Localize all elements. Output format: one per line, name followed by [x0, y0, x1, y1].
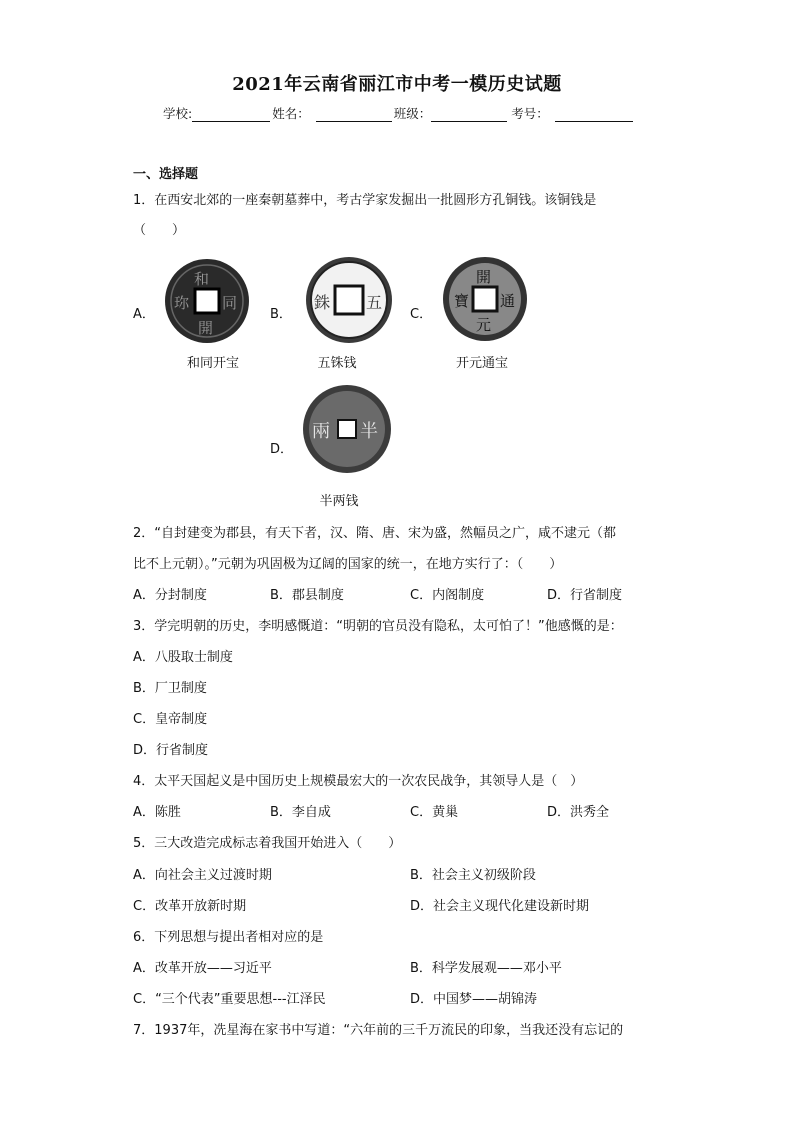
school-blank[interactable]: [192, 107, 270, 122]
q2-option-c[interactable]: C．内阁制度: [410, 588, 485, 603]
q6-option-a[interactable]: A．改革开放——习近平: [133, 961, 272, 976]
q2-stem: 2．“自封建变为郡县，有天下者，汉、隋、唐、宋为盛，然幅员之广，咸不逮元（都: [133, 526, 617, 541]
q4-option-a[interactable]: A．陈胜: [133, 805, 181, 820]
q1-option-b-caption: 五铢钱: [317, 356, 357, 371]
svg-text:半: 半: [360, 421, 378, 442]
svg-text:兩: 兩: [312, 421, 330, 442]
q1-option-c-letter: C．: [410, 307, 433, 322]
q1-option-d-caption: 半两钱: [319, 494, 359, 509]
school-label: 学校:: [163, 106, 193, 121]
q1-stem-cont: （ ）: [133, 223, 186, 238]
q6-stem: 6．下列思想与提出者相对应的是: [133, 930, 324, 945]
svg-text:同: 同: [222, 294, 238, 312]
svg-text:通: 通: [500, 292, 516, 310]
q3-option-b[interactable]: B．厂卫制度: [133, 681, 207, 696]
q6-option-b[interactable]: B．科学发展观——邓小平: [410, 961, 562, 976]
svg-text:五: 五: [366, 293, 383, 312]
q6-option-d[interactable]: D．中国梦——胡锦涛: [410, 992, 538, 1007]
q1-option-b-letter: B．: [270, 307, 292, 322]
q2-option-d[interactable]: D．行省制度: [547, 588, 623, 603]
q5-option-b[interactable]: B．社会主义初级阶段: [410, 868, 536, 883]
coin-hetong-kaibao-image: [164, 258, 250, 344]
q1-option-a-letter: A．: [133, 307, 155, 322]
coin-kaiyuan-tongbao-image: [442, 256, 528, 342]
q3-stem: 3．学完明朝的历史，李明感慨道：“明朝的官员没有隐私，太可怕了！”他感慨的是：: [133, 619, 623, 634]
coin-banliang-image: [302, 384, 392, 474]
q5-option-d[interactable]: D．社会主义现代化建设新时期: [410, 899, 590, 914]
q2-option-b[interactable]: B．郡县制度: [270, 588, 344, 603]
student-info-line: [163, 104, 635, 122]
class-label: 班级：: [393, 106, 432, 121]
svg-text:銖: 銖: [314, 293, 331, 312]
q3-option-d[interactable]: D．行省制度: [133, 743, 209, 758]
q1-option-a-caption: 和同开宝: [186, 356, 239, 371]
svg-text:開: 開: [198, 319, 214, 337]
section-heading: 一、选择题: [133, 167, 199, 182]
coin-wuzhu-image: [305, 256, 393, 344]
q1-option-d-letter: D．: [270, 442, 294, 457]
svg-text:開: 開: [476, 268, 492, 286]
q4-option-d[interactable]: D．洪秀全: [547, 805, 610, 820]
number-blank[interactable]: [555, 107, 633, 122]
q5-option-c[interactable]: C．改革开放新时期: [133, 899, 247, 914]
class-blank[interactable]: [431, 107, 507, 122]
q5-stem: 5．三大改造完成标志着我国开始进入（ ）: [133, 836, 402, 851]
q4-option-b[interactable]: B．李自成: [270, 805, 331, 820]
q1-stem: 1．在西安北郊的一座秦朝墓葬中，考古学家发掘出一批圆形方孔铜钱。该铜钱是: [133, 193, 597, 208]
q1-option-c-caption: 开元通宝: [455, 356, 508, 371]
q2-stem-cont: 比不上元朝）。”元朝为巩固极为辽阔的国家的统一，在地方实行了：（ ）: [133, 557, 563, 572]
name-label: 姓名：: [272, 106, 310, 121]
name-blank[interactable]: [316, 107, 392, 122]
q4-stem: 4．太平天国起义是中国历史上规模最宏大的一次农民战争，其领导人是（ ）: [133, 774, 584, 789]
svg-text:和: 和: [194, 270, 210, 288]
number-label: 考号：: [511, 106, 549, 121]
q4-option-c[interactable]: C．黄巢: [410, 805, 459, 820]
exam-title: 2021年云南省丽江市中考一模历史试题: [232, 74, 562, 95]
q7-stem: 7．1937年，冼星海在家书中写道：“六年前的三千万流民的印象，当我还没有忘记的: [133, 1023, 624, 1038]
q6-option-c[interactable]: C．“三个代表”重要思想---江泽民: [133, 992, 326, 1007]
q3-option-a[interactable]: A．八股取士制度: [133, 650, 233, 665]
svg-text:珎: 珎: [174, 294, 190, 312]
svg-text:寶: 寶: [454, 292, 470, 310]
q2-option-a[interactable]: A．分封制度: [133, 588, 207, 603]
q5-option-a[interactable]: A．向社会主义过渡时期: [133, 868, 272, 883]
svg-text:元: 元: [476, 316, 492, 334]
q3-option-c[interactable]: C．皇帝制度: [133, 712, 208, 727]
